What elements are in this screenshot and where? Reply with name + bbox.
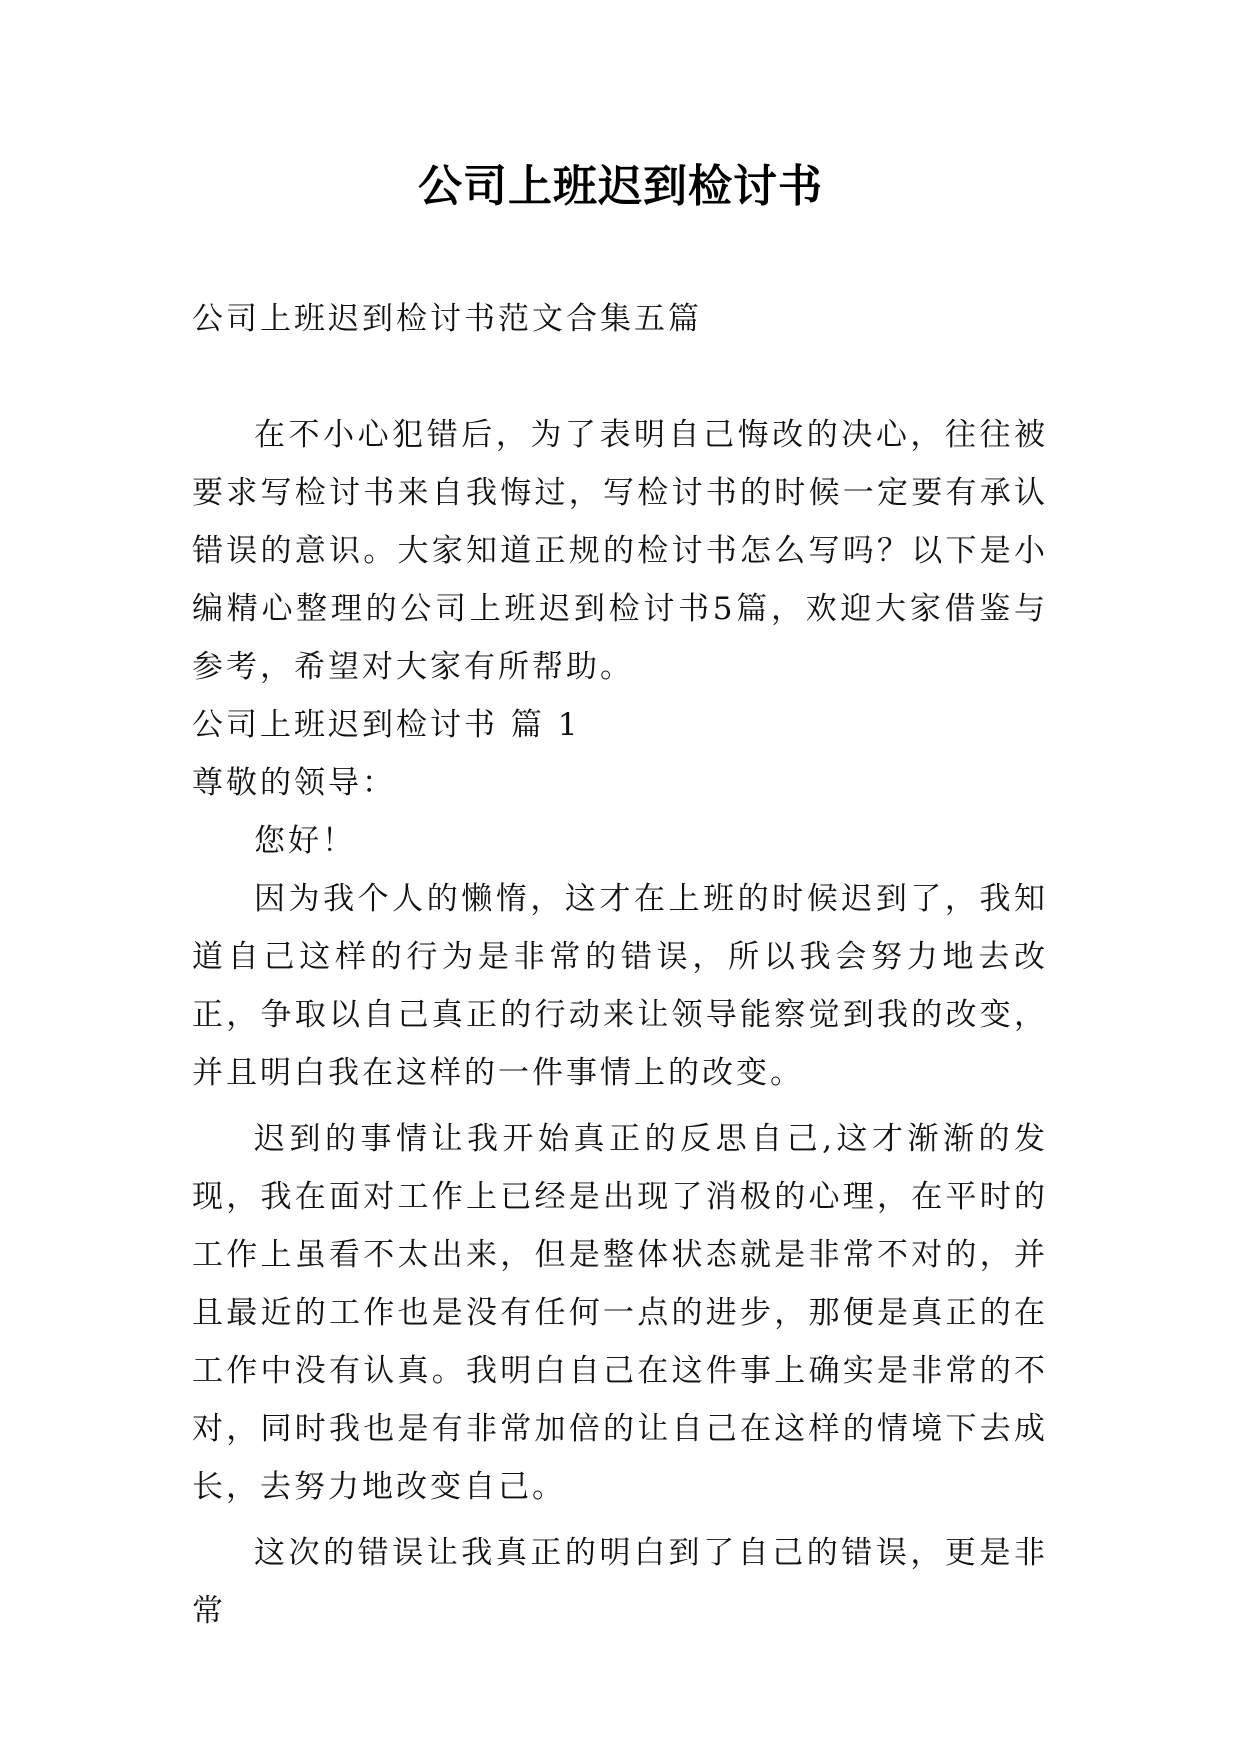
document-subtitle: 公司上班迟到检讨书范文合集五篇: [192, 301, 702, 337]
salutation: 尊敬的领导：: [192, 765, 396, 801]
section-heading: 公司上班迟到检讨书 篇 1: [192, 707, 581, 743]
greeting: 您好！: [254, 823, 356, 859]
document-title: 公司上班迟到检讨书: [418, 161, 823, 212]
intro-paragraph: 在不小心犯错后，为了表明自己悔改的决心，往往被要求写检讨书来自我悔过，写检讨书的时候一定要有承认错误的意识。大家知道正规的检讨书怎么写吗？以下是小编精心整理的公司上班迟到检讨书5篇，欢迎大家借鉴与参考，希望对大家有所帮助。: [192, 417, 1048, 685]
body-paragraph: 迟到的事情让我开始真正的反思自己,这才渐渐的发现，我在面对工作上已经是出现了消极的心理，在平时的工作上虽看不太出来，但是整体状态就是非常不对的，并且最近的工作也是没有任何一点的进步，那便是真正的在工作中没有认真。我明白自己在这件事上确实是非常的不对，同时我也是有非常加倍的让自己在这样的情境下去成长，去努力地改变自己。: [192, 1121, 1048, 1505]
document-body: [192, 290, 1048, 1640]
body-paragraph: 因为我个人的懒惰，这才在上班的时候迟到了，我知道自己这样的行为是非常的错误，所以我会努力地去改正，争取以自己真正的行动来让领导能察觉到我的改变，并且明白我在这样的一件事情上的改变。: [192, 881, 1048, 1091]
body-paragraph: 这次的错误让我真正的明白到了自己的错误，更是非常: [192, 1535, 1048, 1629]
